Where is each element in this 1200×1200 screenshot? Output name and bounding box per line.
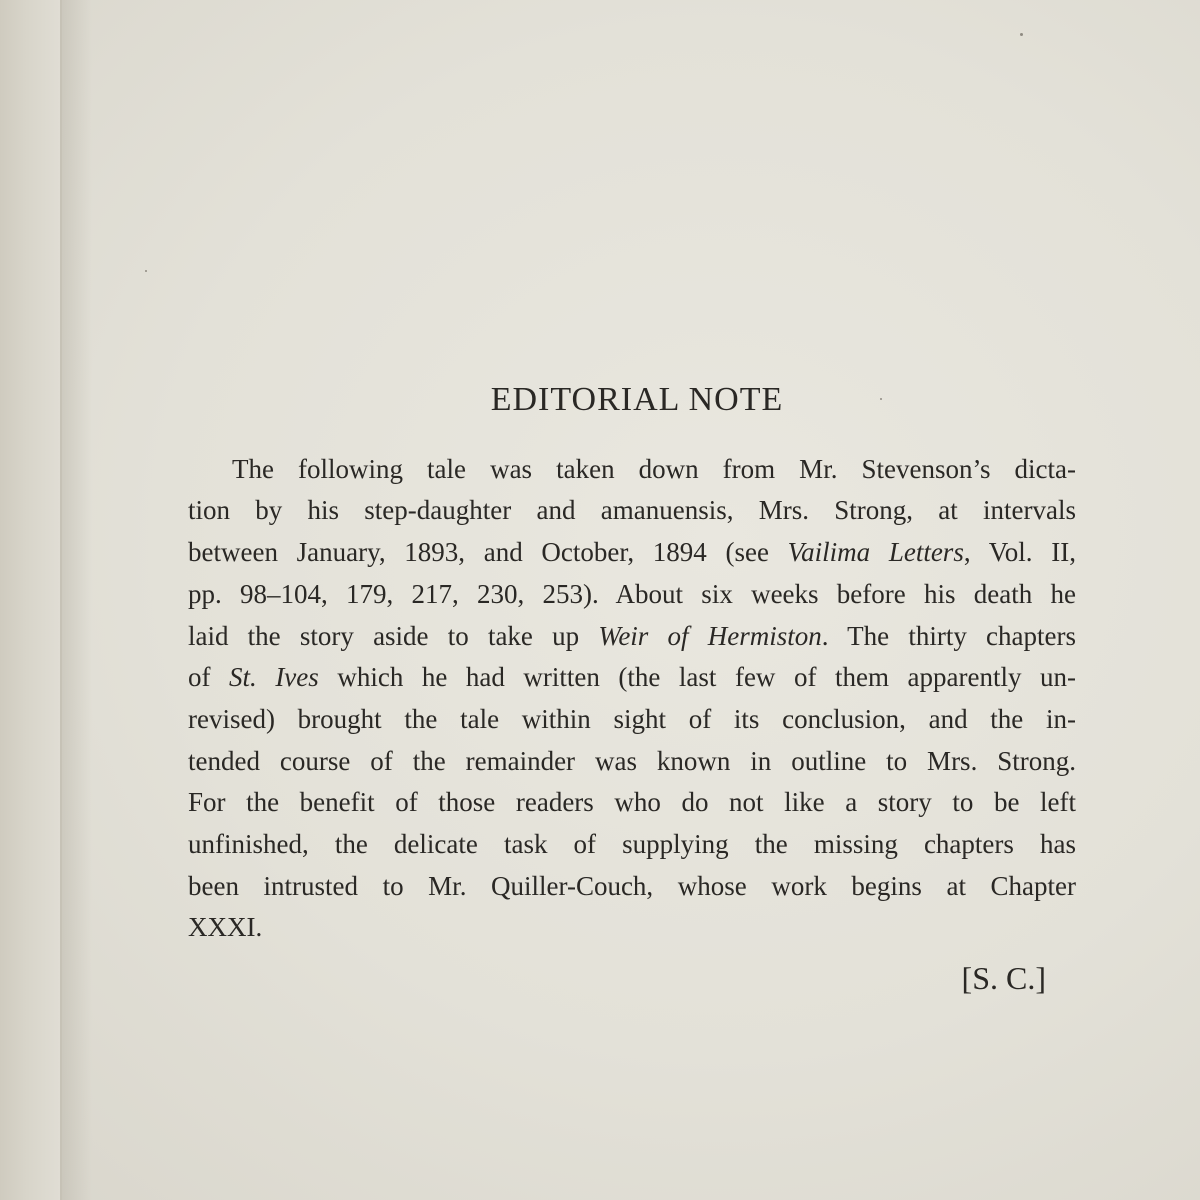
text-run: laid the story aside to take up (188, 620, 599, 651)
italic-title: Weir of Hermiston (598, 620, 822, 651)
facing-page-edge (0, 0, 60, 1200)
text-run: For the benefit of those readers who do not like a story to be left (188, 787, 1076, 818)
note-paragraph (188, 449, 1076, 949)
editorial-note (188, 380, 1076, 997)
text-line (188, 824, 1076, 866)
text-run: of (188, 662, 230, 693)
text-line (188, 532, 1076, 574)
text-run: . The thirty chapters (821, 620, 1076, 651)
text-line (188, 616, 1076, 658)
text-line (188, 657, 1076, 699)
signature-initials: [S. C.] (961, 960, 1046, 997)
text-line (188, 907, 1076, 949)
text-line (188, 699, 1076, 741)
italic-title: Vailima Letters (787, 537, 964, 568)
text-run: which he had written (the last few of them apparently un- (318, 662, 1076, 693)
text-run: tended course of the remainder was known in outline to Mrs. Strong. (188, 745, 1076, 776)
text-run: between January, 1893, and October, 1894 (see (188, 537, 788, 568)
text-line (188, 866, 1076, 908)
text-run: revised) brought the tale within sight of its conclusion, and the in- (188, 703, 1076, 734)
text-line (188, 574, 1076, 616)
text-run: tion by his step-daughter and amanuensis, Mrs. Strong, at intervals (188, 495, 1076, 526)
dust-speck (1020, 33, 1023, 36)
gutter-shadow (62, 0, 92, 1200)
italic-title: St. Ives (229, 662, 319, 693)
text-run: , Vol. II, (963, 537, 1076, 568)
text-line (188, 449, 1076, 491)
text-line (188, 490, 1076, 532)
page-title: EDITORIAL NOTE (490, 381, 784, 418)
text-run: pp. 98–104, 179, 217, 230, 253). About six weeks before his death he (188, 578, 1076, 609)
text-line (188, 782, 1076, 824)
dust-speck (145, 270, 147, 272)
text-run: XXXI. (188, 912, 263, 943)
text-run: The following tale was taken down from Mr. Stevenson’s dicta- (232, 453, 1076, 484)
text-line (188, 741, 1076, 783)
text-run: been intrusted to Mr. Quiller-Couch, whose work begins at Chapter (188, 870, 1076, 901)
text-run: unfinished, the delicate task of supplying the missing chapters has (188, 828, 1076, 859)
